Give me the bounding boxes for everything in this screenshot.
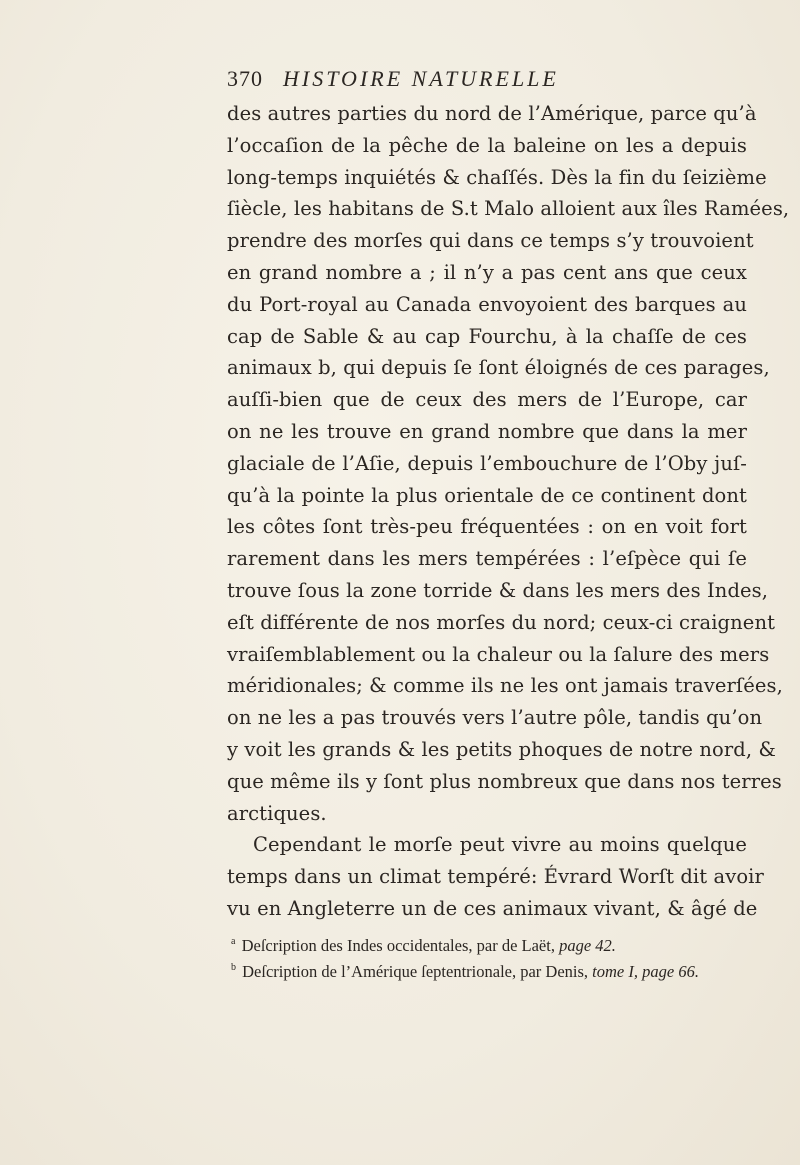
text-line: méridionales; & comme ils ne les ont jamais traverſées, (227, 674, 783, 698)
text-line: ſiècle, les habitans de S.t Malo alloient aux îles Ramées, (227, 197, 790, 221)
text-block (227, 66, 790, 981)
footnote (227, 929, 747, 955)
text-line: on ne les trouve en grand nombre que dans la mer (227, 419, 747, 443)
text-line: temps dans un climat tempéré: Évrard Worſt dit avoir (227, 865, 764, 889)
text-line: que même ils y ſont plus nombreux que dans nos terres (227, 769, 782, 793)
text-line: arctiques. (227, 801, 327, 825)
text-line: l’occaſion de la pêche de la baleine on les a depuis (227, 133, 747, 157)
footnotes (227, 929, 747, 981)
text-line: vraiſemblablement ou la chaleur ou la ſalure des mers (227, 642, 770, 666)
text-line: rarement dans les mers tempérées : l’eſpèce qui ſe (227, 547, 747, 571)
text-line: du Port-royal au Canada envoyoient des barques au (227, 292, 747, 316)
text-line: les côtes ſont très-peu fréquentées : on en voit fort (227, 515, 747, 539)
text-line: trouve ſous la zone torride & dans les mers des Indes, (227, 578, 769, 602)
text-line: Cependant le morſe peut vivre au moins quelque (253, 833, 747, 857)
text-line: on ne les a pas trouvés vers l’autre pôle, tandis qu’on (227, 706, 763, 730)
footnote (227, 955, 747, 981)
text-line: y voit les grands & les petits phoques de notre nord, & (227, 737, 776, 761)
footnote-reference: page 42. (559, 935, 616, 955)
text-line: glaciale de l’Aſie, depuis l’embouchure de l’Oby juſ- (227, 451, 747, 475)
text-line: qu’à la pointe la plus orientale de ce continent dont (227, 483, 747, 507)
body-text (227, 98, 790, 925)
text-line: vu en Angleterre un de ces animaux vivant, & âgé de (227, 896, 758, 920)
footnote-text: Deſcription de l’Amérique ſeptentrionale, par Denis, (242, 961, 589, 981)
text-line: eſt différente de nos morſes du nord; ceux-ci craignent (227, 610, 776, 634)
footnote-mark: a (231, 935, 236, 947)
footnote-mark: b (231, 961, 236, 973)
text-line: long-temps inquiétés & chaſſés. Dès la fin du ſeizième (227, 165, 767, 189)
text-line: en grand nombre a ; il n’y a pas cent ans que ceux (227, 260, 747, 284)
text-line: cap de Sable & au cap Fourchu, à la chaſſe de ces (227, 324, 747, 348)
running-head (227, 66, 747, 96)
text-line: auſſi-bien que de ceux des mers de l’Europe, car (227, 388, 747, 412)
footnote-reference: tome I, page 66. (592, 961, 699, 981)
running-title: HISTOIRE NATURELLE (283, 66, 559, 91)
text-line: des autres parties du nord de l’Amérique, parce qu’à (227, 102, 757, 125)
text-line: animaux b, qui depuis ſe ſont éloignés de ces parages, (227, 356, 770, 380)
footnote-text: Deſcription des Indes occidentales, par de Laët, (241, 935, 555, 955)
text-line: prendre des morſes qui dans ce temps s’y trouvoient (227, 229, 754, 253)
page-number: 370 (227, 66, 263, 91)
